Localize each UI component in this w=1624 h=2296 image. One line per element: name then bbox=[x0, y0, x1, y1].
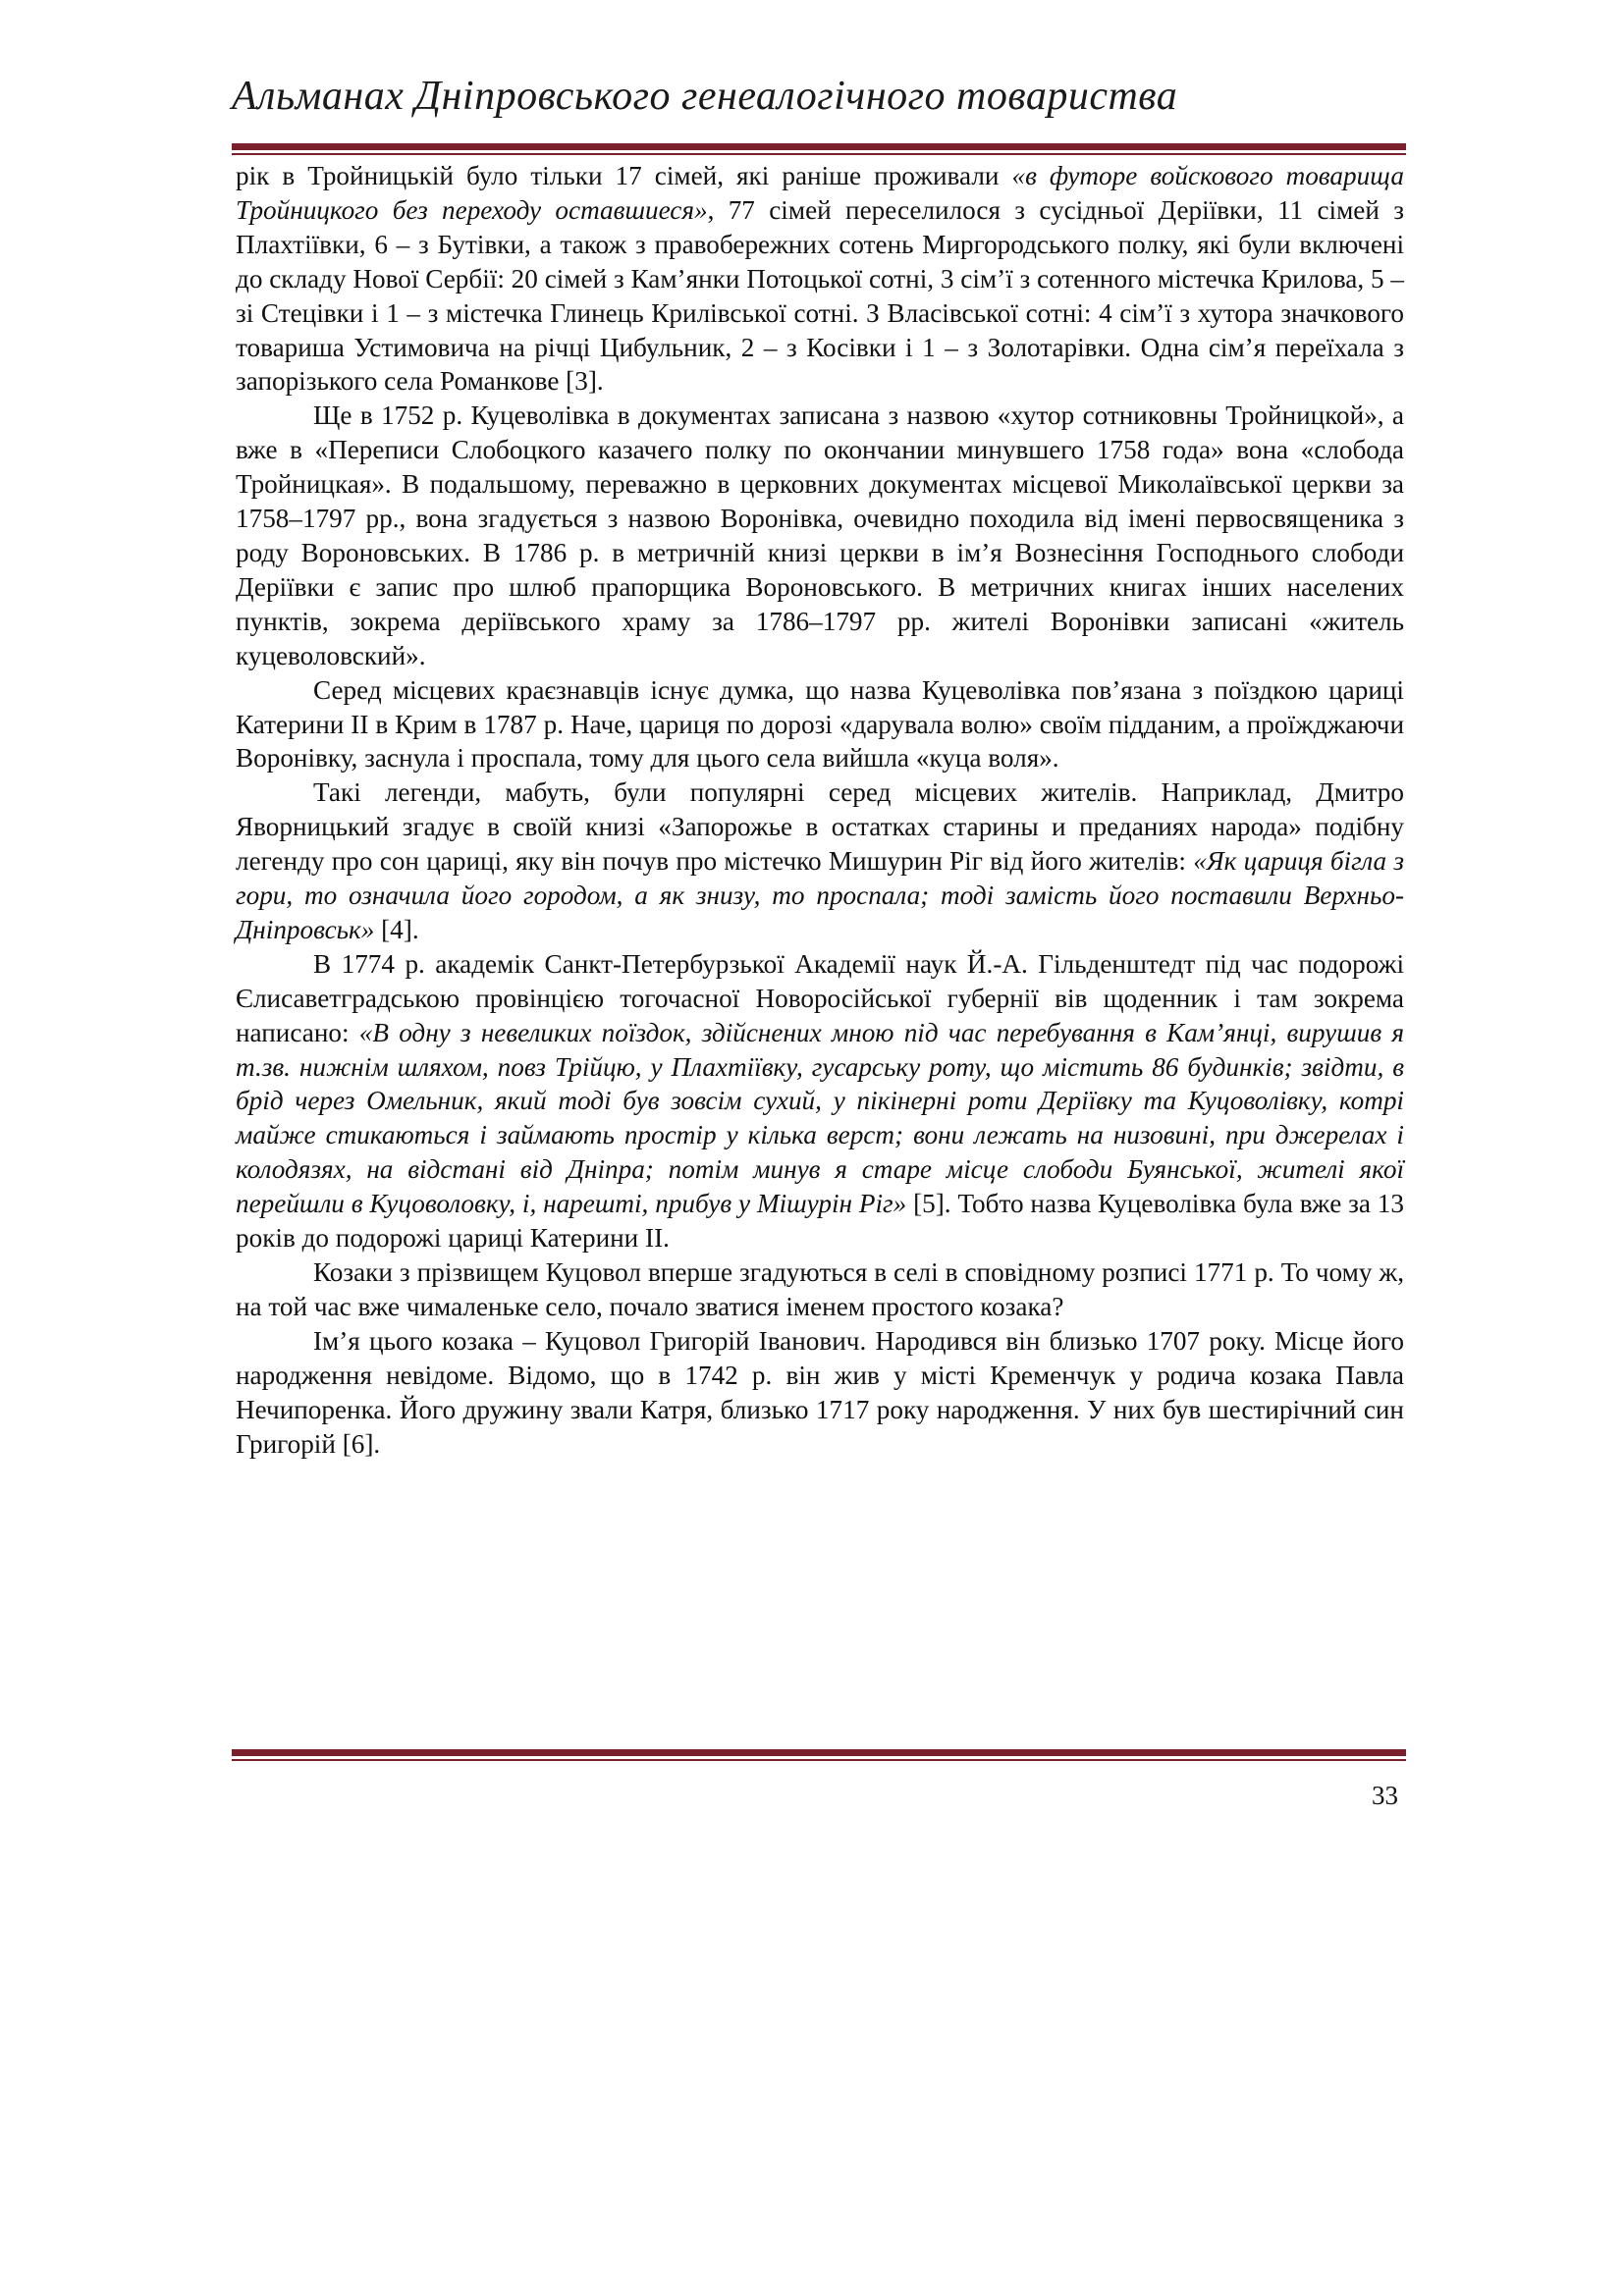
text-run: рік в Тройницькій було тільки 17 сімей, які раніше проживали bbox=[236, 161, 1012, 190]
text-run: Серед місцевих краєзнавців існує думка, що назва Куцеволівка пов’язана з поїздкою цариці Катерини ІІ в Крим в 1787 р. Наче, цариця по дорозі «дарувала волю» своїм підданим, а проїжджаючи Воронівку, заснула і проспала, тому для цього села вийшла «куца воля». bbox=[236, 674, 1404, 774]
text-run: Козаки з прізвищем Куцовол вперше згадуються в селі в сповідному розписі 1771 р. То чому ж, на той час вже чималеньке село, почало зватися іменем простого козака? bbox=[236, 1257, 1404, 1321]
footer-divider bbox=[232, 1749, 1406, 1761]
body-text bbox=[236, 159, 1404, 1461]
paragraph bbox=[236, 1324, 1404, 1462]
text-run: [4]. bbox=[374, 914, 419, 944]
text-run: Ще в 1752 р. Куцеволівка в документах записана з назвою «хутор сотниковны Тройницкой», а вже в «Переписи Слобоцкого казачего полку по окончании минувшего 1758 года» вона «слобода Тройницкая». В подальшому, переважно в церковних документах місцевої Миколаївської церкви за 1758–1797 рр., вона згадується з назвою Воронівка, очевидно походила від імені первосвященика з роду Вороновських. В 1786 р. в метричній книзі церкви в ім’я Вознесіння Господнього слободи Деріївки є запис про шлюб прапорщика Вороновського. В метричних книгах інших населених пунктів, зокрема деріївського храму за 1786–1797 рр. жителі Воронівки записані «житель куцеволовский». bbox=[236, 400, 1404, 670]
quote-italic: «В одну з невеликих поїздок, здійснених мною під час перебування в Кам’янці, вирушив я т.зв. нижнім шляхом, повз Трійцю, у Плахтіївку, гусарську роту, що містить 86 будинків; звідти, в брід через Омельник, який тоді був зовсім сухий, у пікінерні роти Деріївку та Куцоволівку, котрі майже стикаються і займають простір у кілька верст; вони лежать на низовині, при джерелах і колодязях, на відстані від Дніпра; потім минув я старе місце слободи Буянської, жителі якої перейшли в Куцоволовку, і, нарешті, прибув у Мішурін Ріг» bbox=[236, 1017, 1404, 1219]
paragraph bbox=[236, 159, 1404, 399]
text-run: [5]. Тобто назва Куцеволівка була вже за 13 років до подорожі цариці Катерини ІІ. bbox=[236, 1189, 1404, 1254]
running-header-title: Альманах Дніпровського генеалогічного товариства bbox=[232, 74, 1178, 119]
paragraph bbox=[236, 1255, 1404, 1324]
text-run: В 1774 р. академік Санкт-Петербурзької Академії наук Й.-А. Гільденштедт під час подорожі Єлисаветградською провінцією тогочасної Новоросійської губернії вів щоденник і там зокрема написано: bbox=[236, 948, 1404, 1047]
text-run: , 77 сімей переселилося з сусідньої Деріївки, 11 сімей з Плахтіївки, 6 – з Бутівки, а також з правобережних сотень Миргородського полку, які були включені до складу Нової Сербії: 20 сімей з Кам’янки Потоцької сотні, 3 сім’ї з сотенного містечка Крилова, 5 – зі Стецівки і 1 – з містечка Глинець Крилівської сотні. З Власівської сотні: 4 сім’ї з хутора значкового товариша Устимовича на річці Цибульник, 2 – з Косівки і 1 – з Золотарівки. Одна сім’я переїхала з запорізького села Романкове [3]. bbox=[236, 194, 1404, 397]
text-run: Такі легенди, мабуть, були популярні серед місцевих жителів. Наприклад, Дмитро Яворницький згадує в своїй книзі «Запорожье в остатках старины и преданиях народа» подібну легенду про сон цариці, яку він почув про містечко Мишурин Ріг від його жителів: bbox=[236, 777, 1404, 877]
paragraph bbox=[236, 673, 1404, 776]
quote-italic: «Як цариця бігла з гори, то означила його городом, а як знизу, то проспала; тоді замість його поставили Верхньо-Дніпровськ» bbox=[236, 846, 1404, 944]
text-run: Ім’я цього козака – Куцовол Григорій Іванович. Народився він близько 1707 року. Місце його народження невідоме. Відомо, що в 1742 р. він жив у місті Кременчук у родича козака Павла Нечипоренка. Його дружину звали Катря, близько 1717 року народження. У них був шестирічний син Григорій [6]. bbox=[236, 1325, 1404, 1459]
quote-italic: «в футоре войскового товарища Тройницкого без переходу оставшиеся» bbox=[236, 161, 1404, 225]
paragraph bbox=[236, 947, 1404, 1255]
header-divider bbox=[232, 143, 1406, 155]
paragraph bbox=[236, 399, 1404, 672]
page-number: 33 bbox=[1372, 1781, 1398, 1810]
paragraph bbox=[236, 775, 1404, 947]
